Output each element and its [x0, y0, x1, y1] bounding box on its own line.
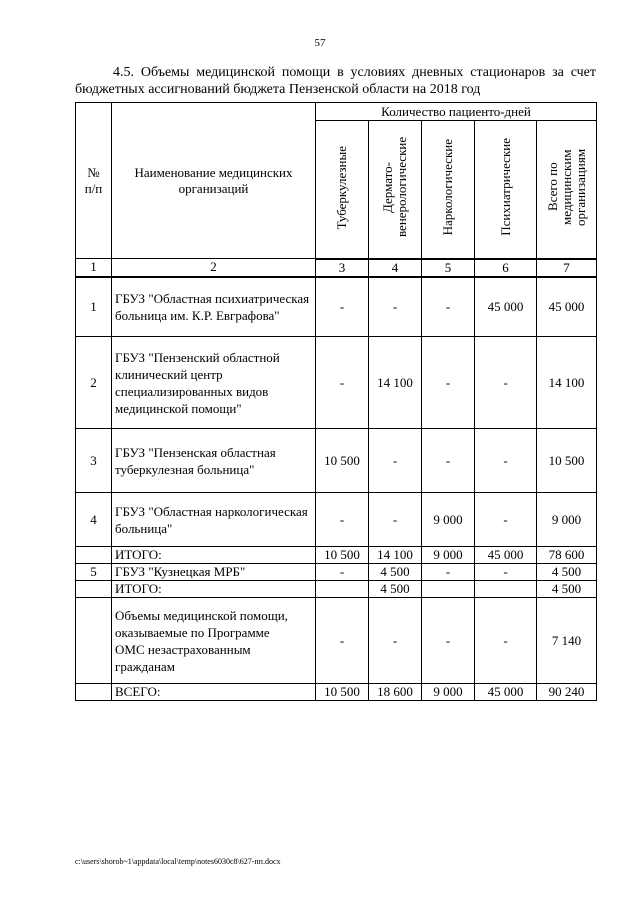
- row-name: ГБУЗ "Пензенская областная туберкулезная больница": [112, 429, 316, 493]
- row-num: [76, 684, 112, 701]
- col-number: 6: [475, 259, 537, 277]
- row-c4: -: [369, 598, 422, 684]
- header-col-narco: [422, 121, 475, 259]
- row-c5: -: [422, 429, 475, 493]
- row-c6: [475, 581, 537, 598]
- header-name-label: Наименование медицинских организаций: [134, 164, 293, 196]
- header-name: [112, 103, 316, 259]
- page-number: 57: [314, 37, 326, 49]
- row-c4: -: [369, 493, 422, 547]
- row-c6: 45 000: [475, 547, 537, 564]
- row-name: [112, 598, 316, 684]
- row-c5: 9 000: [422, 684, 475, 701]
- row-c7: 4 500: [537, 564, 597, 581]
- column-numbers-row: [76, 259, 597, 277]
- row-c3: [316, 581, 369, 598]
- row-c6: -: [475, 429, 537, 493]
- row-c6: -: [475, 493, 537, 547]
- header-col-tuberculosis-label: Туберкулезные: [334, 145, 349, 229]
- section-heading: 4.5. Объемы медицинской помощи в условиях дневных стационаров за счет бюджетных ассигнований бюджета Пензенской области на 2018 год: [75, 65, 596, 97]
- row-c5: -: [422, 564, 475, 581]
- row-c5: -: [422, 337, 475, 429]
- row-c6: -: [475, 564, 537, 581]
- row-c3: -: [316, 493, 369, 547]
- row-name: ГБУЗ "Кузнецкая МРБ": [112, 564, 316, 581]
- table-row: [76, 337, 597, 429]
- table-row: [76, 493, 597, 547]
- header-col-psych-label: Психиатрические: [497, 138, 513, 237]
- col-number: 5: [422, 259, 475, 277]
- subtotal-row: [76, 581, 597, 598]
- row-c3: 10 500: [316, 547, 369, 564]
- row-num: 3: [76, 429, 112, 493]
- col-number: 2: [112, 259, 316, 277]
- row-c3: 10 500: [316, 684, 369, 701]
- header-col-dermato: [369, 121, 422, 259]
- header-num: [76, 103, 112, 259]
- row-c6: 45 000: [475, 277, 537, 337]
- row-c6: -: [475, 598, 537, 684]
- header-row-top: [76, 103, 597, 121]
- row-c5: 9 000: [422, 547, 475, 564]
- row-num: 5: [76, 564, 112, 581]
- col-number: 4: [369, 259, 422, 277]
- row-name-text: Объемы медицинской помощи, оказываемые по Программе ОМС незастрахованным гражданам: [115, 607, 288, 674]
- row-name: ГБУЗ "Областная наркологическая больница": [112, 493, 316, 547]
- col-number: 1: [76, 259, 112, 277]
- row-num: [76, 581, 112, 598]
- row-c5: 9 000: [422, 493, 475, 547]
- header-col-total-label: Всего по медицинским организациям: [544, 148, 588, 226]
- footer-file-path: c:\users\shorob~1\appdata\local\temp\notes6030c8\627-пп.docx: [75, 857, 281, 866]
- row-c3: 10 500: [316, 429, 369, 493]
- table-row: [76, 564, 597, 581]
- row-c7: 90 240: [537, 684, 597, 701]
- row-c7: 45 000: [537, 277, 597, 337]
- row-num: [76, 547, 112, 564]
- row-num: [76, 598, 112, 684]
- row-c4: 4 500: [369, 581, 422, 598]
- row-c3: -: [316, 277, 369, 337]
- row-c7: 7 140: [537, 598, 597, 684]
- row-num: 4: [76, 493, 112, 547]
- row-c4: -: [369, 277, 422, 337]
- row-num: 1: [76, 277, 112, 337]
- row-c4: -: [369, 429, 422, 493]
- row-c7: 14 100: [537, 337, 597, 429]
- row-c5: -: [422, 277, 475, 337]
- row-c4: 14 100: [369, 337, 422, 429]
- row-name: ГБУЗ "Пензенский областной клинический центр специализированных видов медицинской помощи": [112, 337, 316, 429]
- subtotal-row: [76, 547, 597, 564]
- table-row: [76, 429, 597, 493]
- row-c3: -: [316, 598, 369, 684]
- row-c6: -: [475, 337, 537, 429]
- header-col-dermato-label: Дермато-венерологические: [380, 137, 409, 238]
- row-c4: 14 100: [369, 547, 422, 564]
- medical-volumes-table: [75, 102, 597, 701]
- row-name: ВСЕГО:: [112, 684, 316, 701]
- header-col-total: [537, 121, 597, 259]
- row-num: 2: [76, 337, 112, 429]
- header-col-narco-label: Наркологические: [440, 139, 455, 236]
- row-c6: 45 000: [475, 684, 537, 701]
- row-c7: 10 500: [537, 429, 597, 493]
- col-number: 3: [316, 259, 369, 277]
- row-c3: -: [316, 337, 369, 429]
- table-row: [76, 277, 597, 337]
- header-group: Количество пациенто-дней: [316, 103, 597, 121]
- header-col-psych: [475, 121, 537, 259]
- row-c4: 4 500: [369, 564, 422, 581]
- table-row: [76, 598, 597, 684]
- row-c4: 18 600: [369, 684, 422, 701]
- row-c5: [422, 581, 475, 598]
- row-c7: 9 000: [537, 493, 597, 547]
- header-num-label: № п/п: [84, 164, 103, 196]
- col-number: 7: [537, 259, 597, 277]
- row-name: ГБУЗ "Областная психиатрическая больница им. К.Р. Евграфова": [112, 277, 316, 337]
- row-c3: -: [316, 564, 369, 581]
- row-c7: 78 600: [537, 547, 597, 564]
- header-col-tuberculosis: [316, 121, 369, 259]
- total-row: [76, 684, 597, 701]
- row-name: ИТОГО:: [112, 581, 316, 598]
- row-name: ИТОГО:: [112, 547, 316, 564]
- row-c5: -: [422, 598, 475, 684]
- row-c7: 4 500: [537, 581, 597, 598]
